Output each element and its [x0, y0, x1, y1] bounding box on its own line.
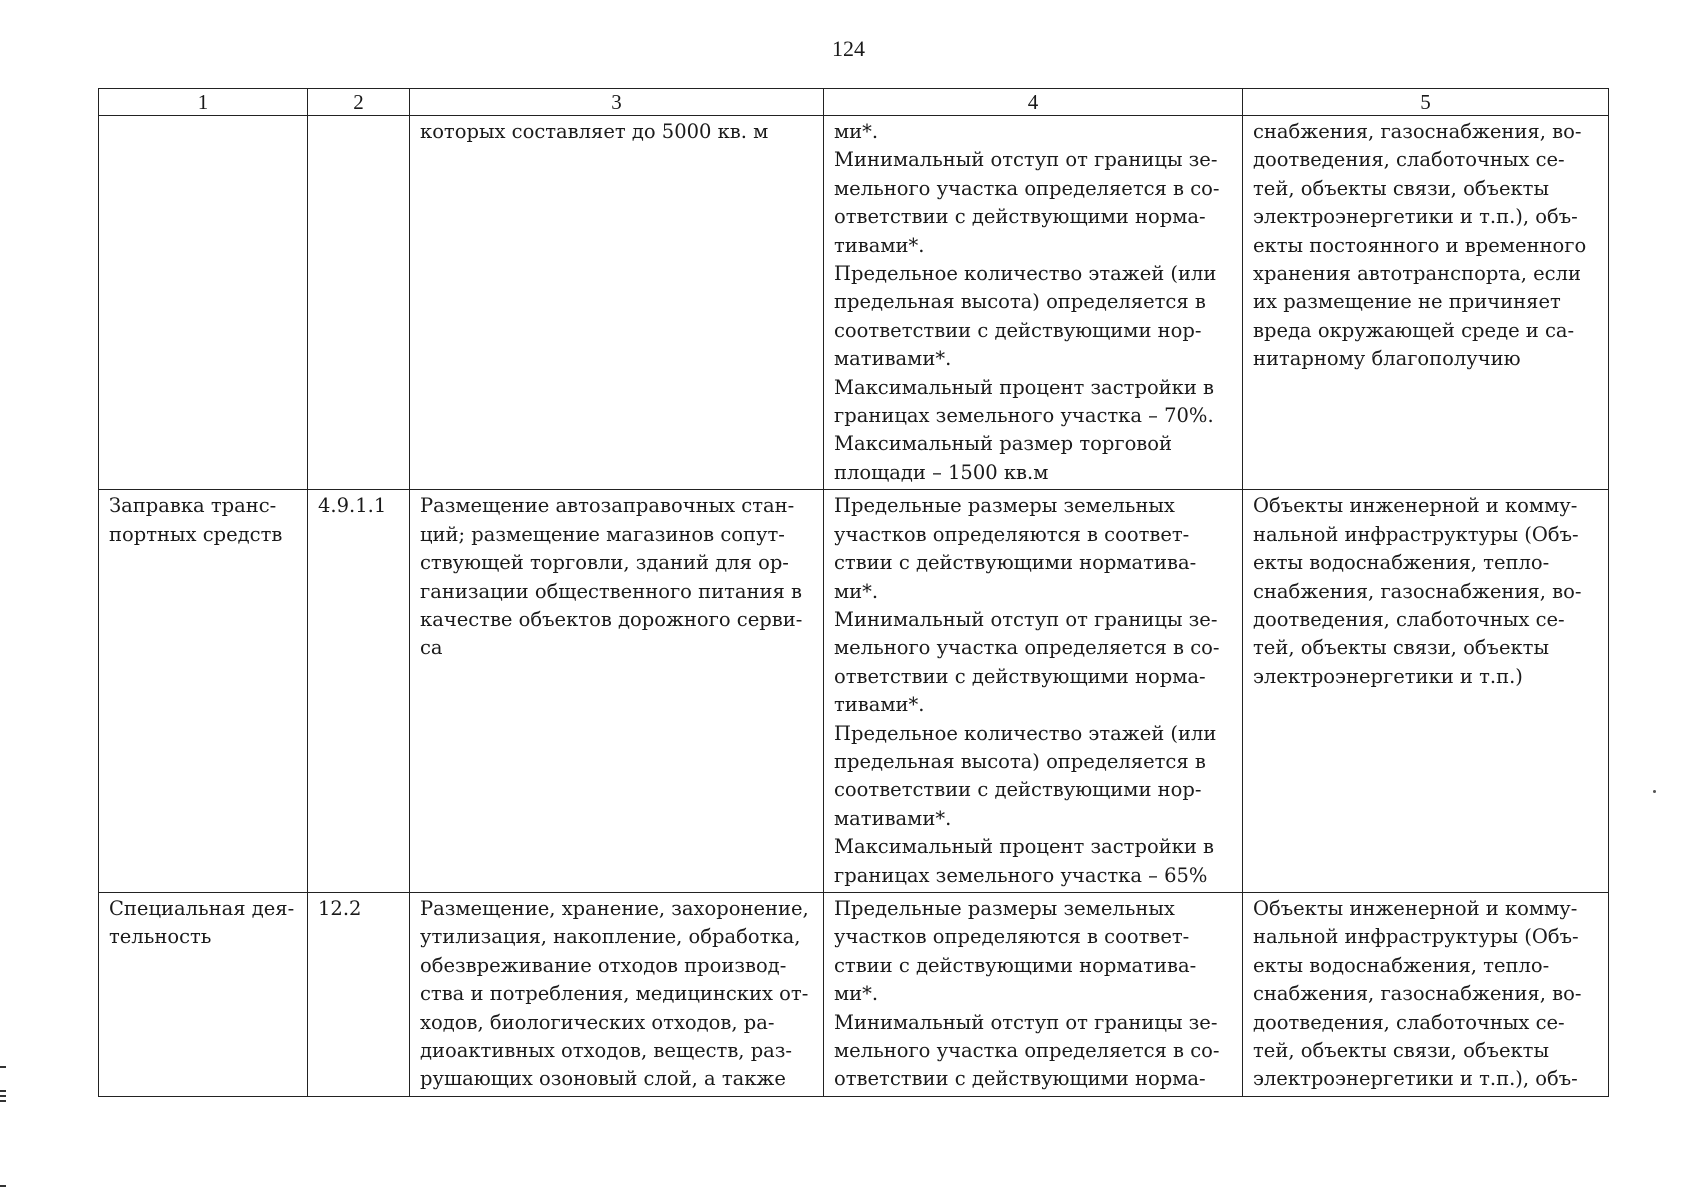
cell-text: Размещение автозаправочных стан- ций; размещение магазинов сопут- ствующей торговли, зданий для ор- ганизации общественного питания в качестве объектов дорожного серви- са: [420, 494, 803, 660]
cell-description: [410, 116, 824, 490]
cell-auxiliary-uses: [1243, 490, 1609, 893]
cell-use-type: [99, 490, 308, 893]
scan-margin-mark: [0, 1090, 6, 1092]
header-col-4: 4: [824, 89, 1243, 116]
cell-use-type: [99, 892, 308, 1096]
regulations-table: [98, 88, 1609, 1097]
cell-text: Специальная дея- тельность: [109, 896, 295, 949]
header-col-5: 5: [1243, 89, 1609, 116]
table-row: [99, 116, 1609, 490]
page-number: 124: [832, 36, 865, 61]
header-col-2: 2: [308, 89, 410, 116]
cell-parameters: [824, 116, 1243, 490]
cell-parameters: [824, 892, 1243, 1096]
table-row: [99, 892, 1609, 1096]
cell-text: Объекты инженерной и комму- нальной инфраструктуры (Объ- екты водоснабжения, тепло- снабжения, газоснабжения, во- доотведения, слаботочных се- тей, объекты связи, объекты электроэнергетики и т.п.), объ-: [1253, 896, 1582, 1091]
cell-text: Объекты инженерной и комму- нальной инфраструктуры (Объ- екты водоснабжения, тепло- снабжения, газоснабжения, во- доотведения, слаботочных се- тей, объекты связи, объекты электроэнергетики и т.п.): [1253, 494, 1582, 688]
cell-text: которых составляет до 5000 кв. м: [420, 120, 769, 143]
scan-margin-mark: [0, 1095, 6, 1097]
cell-description: [410, 490, 824, 893]
scan-speck: [1653, 790, 1656, 793]
cell-parameters: [824, 490, 1243, 893]
cell-text: Размещение, хранение, захоронение, утилизация, накопление, обработка, обезвреживание отходов производ- ства и потребления, медицинских от- ходов, биологических отходов, ра- диоактивных отходов, веществ, раз- рушающих озоновый слой, а также: [420, 896, 809, 1091]
cell-text: Предельные размеры земельных участков определяются в соответ- ствии с действующими нормативa- ми*. Минимальный отступ от границы зе- мельного участка определяется в со- ответствии с действующими норма-: [834, 896, 1220, 1091]
table-row: [99, 490, 1609, 893]
table-header-row: [99, 89, 1609, 116]
cell-text: Предельные размеры земельных участков определяются в соответ- ствии с действующими нормативa- ми*. Минимальный отступ от границы зе- мельного участка определяется в со- ответствии с действующими норма- тивами*. Предельное количество этажей (или предельная высота) определяется в соответствии с действующими нор- мативами*. Максимальный процент застройки в границах земельного участка – 65%: [834, 494, 1220, 887]
cell-text: ми*. Минимальный отступ от границы зе- мельного участка определяется в со- ответствии с действующими норма- тивами*. Предельное количество этажей (или предельная высота) определяется в соответствии с действующими нор- мативами*. Максимальный процент застройки в границах земельного участка – 70%. Максимальный размер торговой площади – 1500 кв.м: [834, 120, 1220, 484]
cell-text: 12.2: [318, 896, 362, 920]
cell-description: [410, 892, 824, 1096]
header-col-1: 1: [99, 89, 308, 116]
cell-use-type: [99, 116, 308, 490]
cell-text: снабжения, газоснабжения, во- доотведения, слаботочных се- тей, объекты связи, объекты электроэнергетики и т.п.), объ- екты постоянного и временного хранения автотранспорта, если их размещение не причиняет вреда окружающей среде и са- нитарному благополучию: [1253, 120, 1587, 371]
scan-margin-mark: [0, 1185, 6, 1187]
cell-text: Заправка транс- портных средств: [109, 494, 283, 546]
cell-auxiliary-uses: [1243, 116, 1609, 490]
cell-code: [308, 490, 410, 893]
header-col-3: 3: [410, 89, 824, 116]
scan-margin-mark: [0, 1100, 6, 1102]
cell-text: 4.9.1.1: [318, 494, 387, 518]
cell-code: [308, 892, 410, 1096]
cell-code: [308, 116, 410, 490]
cell-auxiliary-uses: [1243, 892, 1609, 1096]
scan-margin-mark: [0, 1066, 6, 1068]
